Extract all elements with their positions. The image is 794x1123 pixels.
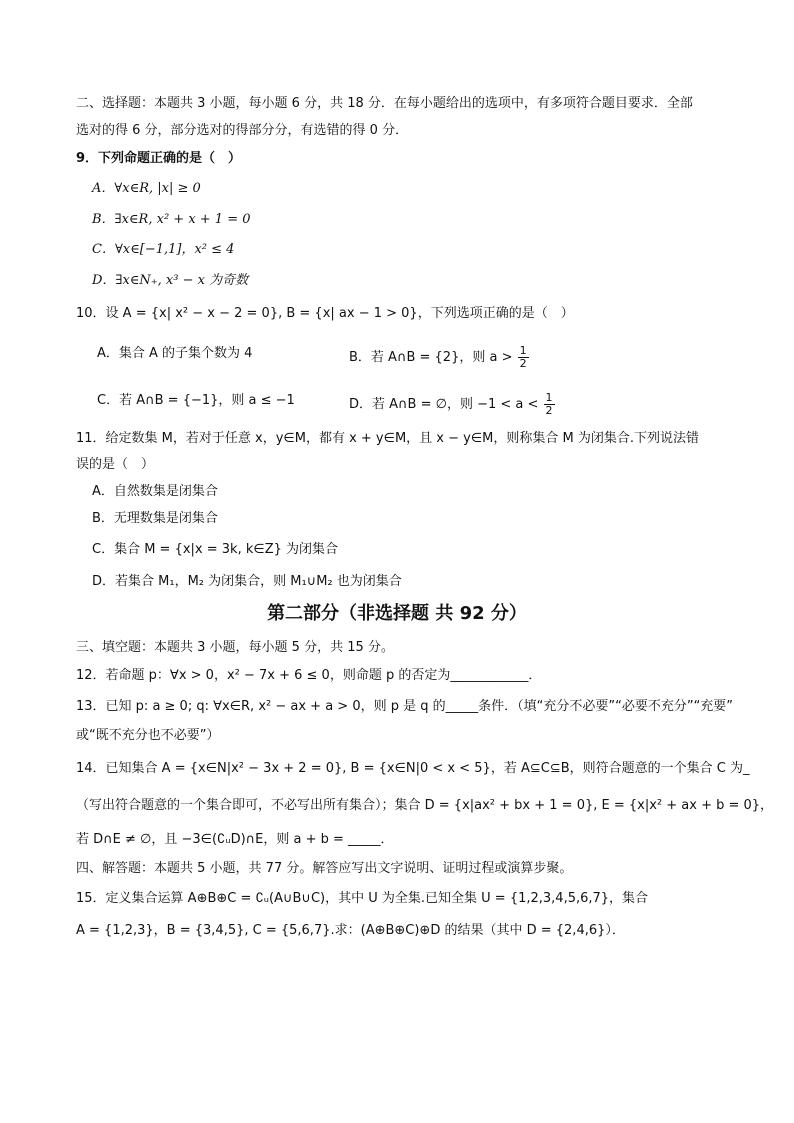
q9-stem: 9．下列命题正确的是（ ） bbox=[76, 151, 242, 166]
q9-option-a: A．∀x∈R, |x| ≥ 0 bbox=[92, 181, 201, 196]
q10-option-d-text: D．若 A∩B = ∅，则 −1 < a < bbox=[349, 397, 539, 412]
q13-line2: 或“既不充分也不必要”） bbox=[76, 728, 220, 743]
q11-stem-line1: 11．给定数集 M，若对于任意 x，y∈M，都有 x + y∈M，且 x − y∈M，则称集合 M 为闭集合.下列说法错 bbox=[76, 431, 699, 446]
q14-line1: 14．已知集合 A = {x∈N|x² − 3x + 2 = 0}, B = {x∈N|0 < x < 5}，若 A⊆C⊆B，则符合题意的一个集合 C 为_ bbox=[76, 761, 750, 776]
q12-text: 12．若命题 p：∀x > 0，x² − 7x + 6 ≤ 0，则命题 p 的否定为____________． bbox=[76, 668, 542, 683]
q14-line3: 若 D∩E ≠ ∅，且 −3∈(∁ᵤD)∩E，则 a + b = _____． bbox=[76, 832, 394, 847]
q15-line1: 15．定义集合运算 A⊕B⊕C = ∁ᵤ(A∪B∪C)，其中 U 为全集.已知全集 U = {1,2,3,4,5,6,7}，集合 bbox=[76, 891, 649, 906]
q11-option-a: A．自然数集是闭集合 bbox=[92, 484, 218, 499]
q15-line2: A = {1,2,3}，B = {3,4,5}, C = {5,6,7}.求：(A⊕B⊕C)⊕D 的结果（其中 D = {2,4,6}）． bbox=[76, 923, 625, 938]
q9-option-b: B．∃x∈R, x² + x + 1 = 0 bbox=[92, 212, 251, 227]
part2-title: 第二部分（非选择题 共 92 分） bbox=[267, 603, 527, 624]
q11-option-b: B．无理数集是闭集合 bbox=[92, 511, 218, 526]
q14-line2: （写出符合题意的一个集合即可，不必写出所有集合）；集合 D = {x|ax² + bx + 1 = 0}, E = {x|x² + ax + b = 0}， bbox=[76, 798, 774, 813]
q10-option-b-fraction bbox=[518, 345, 529, 370]
q10-option-d-numerator: 1 bbox=[545, 391, 553, 404]
q10-option-c: C．若 A∩B = {−1}，则 a ≤ −1 bbox=[97, 393, 295, 408]
q13-line1: 13．已知 p: a ≥ 0; q: ∀x∈R, x² − ax + a > 0，则 p 是 q 的_____条件．（填“充分不必要”“必要不充分”“充要” bbox=[76, 699, 734, 714]
q10-option-b bbox=[349, 345, 530, 370]
q10-option-b-text: B．若 A∩B = {2}，则 a > bbox=[349, 350, 513, 365]
q10-option-a: A．集合 A 的子集个数为 4 bbox=[97, 346, 253, 361]
q11-option-c: C．集合 M = {x|x = 3k, k∈Z} 为闭集合 bbox=[92, 542, 339, 557]
section4-intro: 四、解答题：本题共 5 小题，共 77 分。解答应写出文字说明、证明过程或演算步聚。 bbox=[76, 861, 573, 876]
section2-intro-line1: 二、选择题：本题共 3 小题，每小题 6 分，共 18 分．在每小题给出的选项中，有多项符合题目要求．全部 bbox=[76, 96, 693, 111]
q10-option-b-numerator: 1 bbox=[519, 344, 527, 357]
q10-option-b-denominator: 2 bbox=[519, 357, 527, 370]
q9-option-c: C．∀x∈[−1,1]，x² ≤ 4 bbox=[92, 242, 235, 257]
q10-option-d-fraction bbox=[544, 392, 555, 417]
q9-option-d: D．∃x∈N₊, x³ − x 为奇数 bbox=[92, 273, 249, 288]
q11-option-d: D．若集合 M₁，M₂ 为闭集合，则 M₁∪M₂ 也为闭集合 bbox=[92, 574, 402, 589]
q10-stem: 10．设 A = {x| x² − x − 2 = 0}, B = {x| ax − 1 > 0}，下列选项正确的是（ ） bbox=[76, 306, 574, 321]
section3-intro: 三、填空题：本题共 3 小题，每小题 5 分，共 15 分。 bbox=[76, 640, 394, 655]
q10-option-d-denominator: 2 bbox=[545, 404, 553, 417]
q10-option-d bbox=[349, 392, 556, 417]
section2-intro-line2: 选对的得 6 分，部分选对的得部分分，有选错的得 0 分． bbox=[76, 123, 409, 138]
q11-stem-line2: 误的是（ ） bbox=[76, 457, 155, 472]
